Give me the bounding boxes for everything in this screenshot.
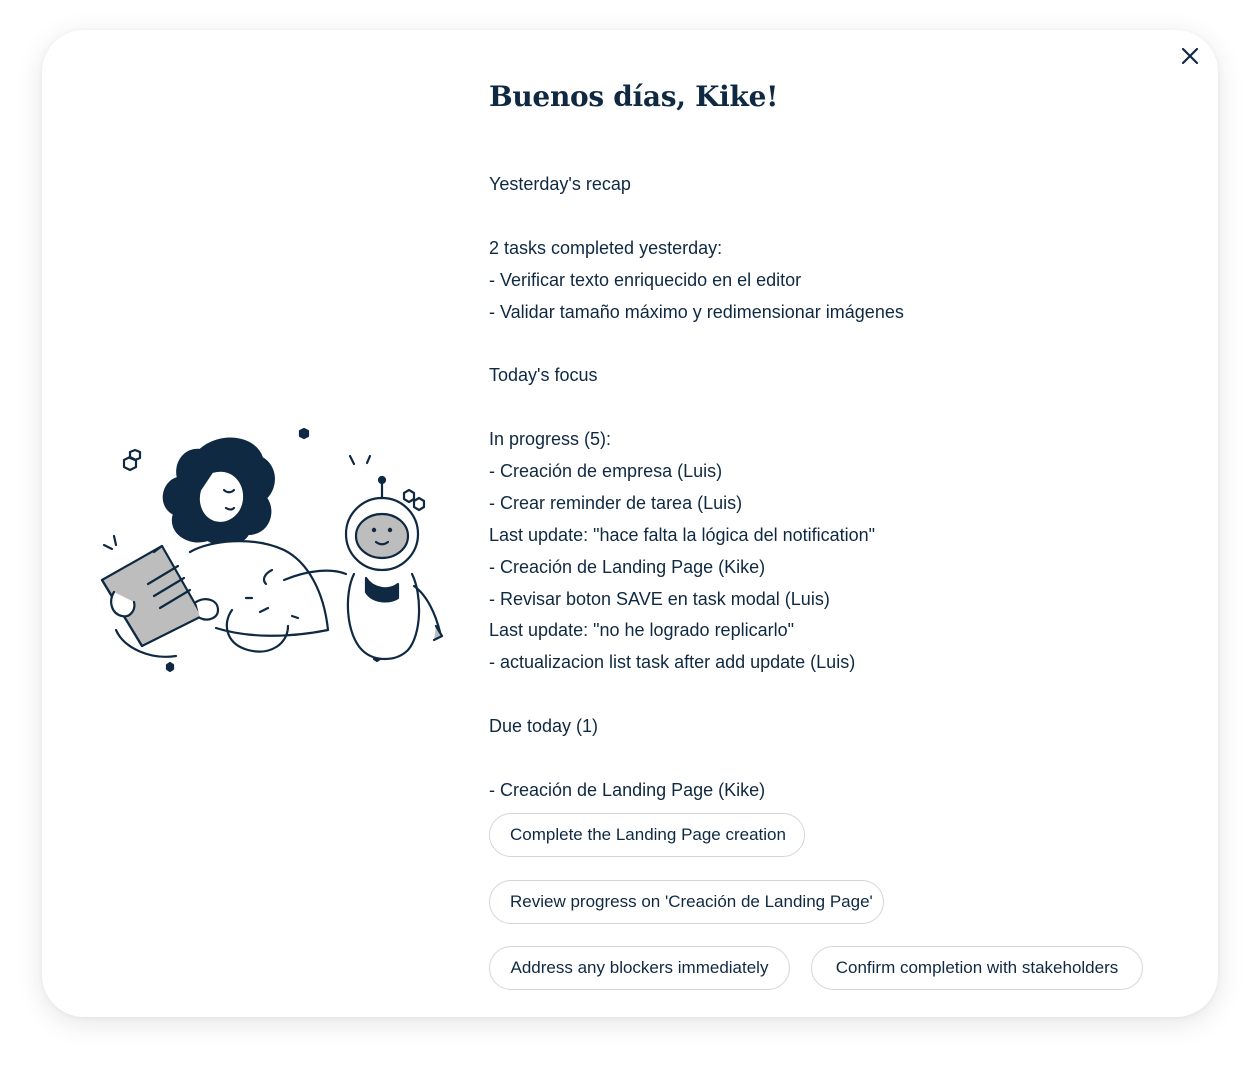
message-line	[489, 392, 1149, 424]
daily-summary-message	[489, 169, 1149, 800]
message-line	[489, 743, 1149, 775]
message-line: Yesterday's recap	[489, 174, 631, 194]
suggestion-chip-complete-landing-page[interactable]: Complete the Landing Page creation	[489, 813, 805, 857]
message-line	[489, 328, 1149, 360]
daily-briefing-modal	[42, 30, 1218, 1017]
greeting-title: Buenos días, Kike!	[489, 80, 779, 113]
message-line: - Crear reminder de tarea (Luis)	[489, 492, 743, 513]
message-line: - Creación de Landing Page (Kike)	[489, 556, 766, 577]
suggestion-chip-confirm-completion[interactable]: Confirm completion with stakeholders	[811, 946, 1143, 990]
message-line: - actualizacion list task after add update (Luis)	[489, 652, 856, 673]
message-line: In progress (5):	[489, 429, 612, 450]
message-line: - Revisar boton SAVE en task modal (Luis)	[489, 588, 830, 609]
message-line	[489, 201, 1149, 233]
message-line: Last update: "no he logrado replicarlo"	[489, 620, 794, 641]
message-line: - Creación de empresa (Luis)	[489, 461, 723, 482]
message-line: - Validar tamaño máximo y redimensionar imágenes	[489, 301, 904, 322]
close-button[interactable]	[1176, 42, 1204, 70]
message-line: Due today (1)	[489, 716, 599, 737]
person-reading-with-robot-illustration	[92, 390, 437, 680]
suggestion-chip-review-progress[interactable]: Review progress on 'Creación de Landing Page'	[489, 880, 884, 924]
message-line: Last update: "hace falta la lógica del notification"	[489, 524, 876, 545]
message-line: - Verificar texto enriquecido en el editor	[489, 269, 802, 290]
suggestion-chip-address-blockers[interactable]: Address any blockers immediately	[489, 946, 790, 990]
message-line: - Creación de Landing Page (Kike)	[489, 779, 766, 800]
message-line	[489, 679, 1149, 711]
message-line: 2 tasks completed yesterday:	[489, 237, 723, 258]
close-icon	[1176, 42, 1204, 70]
message-line: Today's focus	[489, 365, 598, 386]
